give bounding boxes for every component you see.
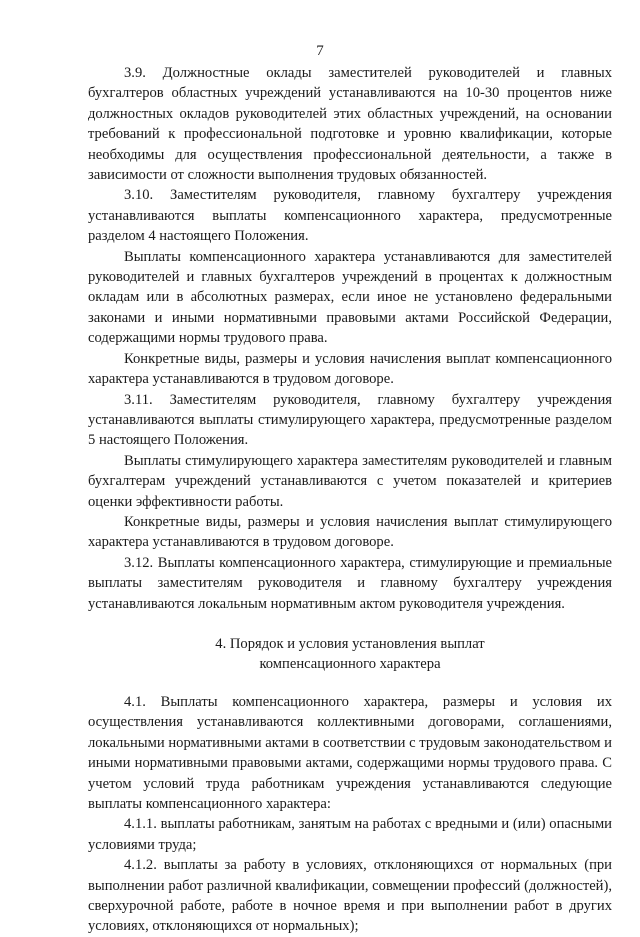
paragraph-incentive-contract: Конкретные виды, размеры и условия начисления выплат стимулирующего характера устанавливаются в трудовом договоре. <box>88 513 612 551</box>
paragraph-compensation-contract: Конкретные виды, размеры и условия начисления выплат компенсационного характера устанавливаются в трудовом договоре. <box>88 350 612 388</box>
section-heading-line1: 4. Порядок и условия установления выплат <box>215 635 485 652</box>
section-heading <box>88 634 612 674</box>
paragraph-3-12: 3.12. Выплаты компенсационного характера, стимулирующие и премиальные выплаты заместителям руководителя и главному бухгалтеру учреждения устанавливаются локальным нормативным актом руководителя учреждения. <box>88 554 612 612</box>
paragraph-3-9: 3.9. Должностные оклады заместителей руководителей и главных бухгалтеров областных учреждений устанавливаются на 10-30 процентов ниже должностных окладов руководителей этих областных учреждений, на основании требований к профессиональной подготовке и уровню квалификации, которые необходимы для осуществления профессиональной деятельности, а также в зависимости от сложности выполнения трудовых обязанностей. <box>88 65 612 184</box>
paragraph-incentive-payments: Выплаты стимулирующего характера заместителям руководителей и главным бухгалтерам учреждений устанавливаются с учетом показателей и критериев оценки эффективности работы. <box>88 452 612 510</box>
paragraph-compensation-payments: Выплаты компенсационного характера устанавливаются для заместителей руководителей и главных бухгалтеров учреждений в процентах к должностным окладам или в абсолютных размерах, если иное не установлено федеральными законами и иными нормативными правовыми актами Российской Федерации, содержащими нормы трудового права. <box>88 248 612 347</box>
paragraph-4-1: 4.1. Выплаты компенсационного характера, размеры и условия их осуществления устанавливаются коллективными договорами, соглашениями, локальными нормативными актами в соответствии с трудовым законодательством и иными нормативными правовыми актами, содержащими нормы трудового права. С учетом условий труда работникам учреждения устанавливаются следующие выплаты компенсационного характера: <box>88 693 612 812</box>
paragraph-4-1-2: 4.1.2. выплаты за работу в условиях, отклоняющихся от нормальных (при выполнении работ различной квалификации, совмещении профессий (должностей), сверхурочной работе, работе в ночное время и при выполнении работ в других условиях, отклоняющихся от нормальных); <box>88 857 612 935</box>
paragraph-3-10: 3.10. Заместителям руководителя, главному бухгалтеру учреждения устанавливаются выплаты компенсационного характера, предусмотренные разделом 4 настоящего Положения. <box>88 187 612 245</box>
page-number: 7 <box>316 43 324 59</box>
paragraph-3-11: 3.11. Заместителям руководителя, главному бухгалтеру учреждения устанавливаются выплаты стимулирующего характера, предусмотренные разделом 5 настоящего Положения. <box>88 391 612 449</box>
document-body <box>88 63 612 937</box>
section-heading-line2: компенсационного характера <box>259 655 441 672</box>
paragraph-4-1-1: 4.1.1. выплаты работникам, занятым на работах с вредными и (или) опасными условиями труда; <box>88 816 612 853</box>
